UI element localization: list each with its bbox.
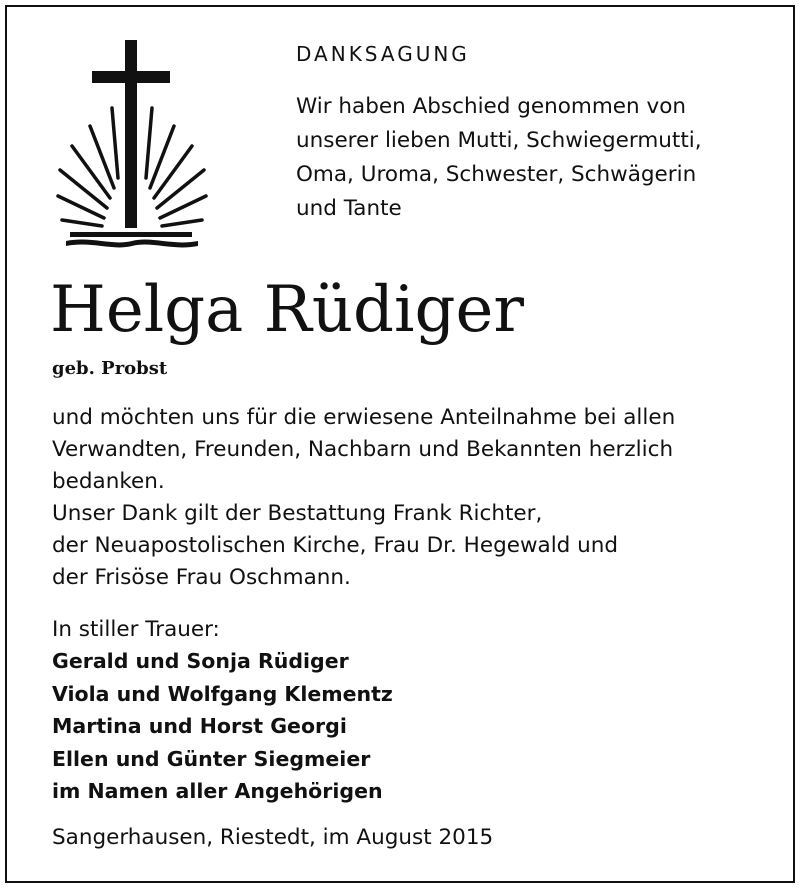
deceased-name: Helga Rüdiger <box>50 273 524 347</box>
thanks-line: Verwandten, Freunden, Nachbarn und Bekannten herzlich <box>52 437 674 462</box>
cross-with-sunrays-icon <box>52 38 212 250</box>
thanks-line: der Neuapostolischen Kirche, Frau Dr. Hegewald und <box>52 533 619 558</box>
mourners-list <box>52 645 393 808</box>
maiden-name: geb. Probst <box>52 358 168 379</box>
mourner-entry: Ellen und Günter Siegmeier <box>52 746 371 771</box>
thanks-line: bedanken. <box>52 469 165 494</box>
intro-line: Wir haben Abschied genommen von <box>296 94 686 119</box>
intro-line: und Tante <box>296 196 402 221</box>
mourner-entry: im Namen aller Angehörigen <box>52 779 383 803</box>
intro-line: unserer lieben Mutti, Schwiegermutti, <box>296 128 702 153</box>
place-and-date: Sangerhausen, Riestedt, im August 2015 <box>52 825 494 850</box>
mourning-intro: In stiller Trauer: <box>52 617 220 642</box>
thanks-line: und möchten uns für die erwiesene Anteilnahme bei allen <box>52 405 676 430</box>
thanks-line: der Frisöse Frau Oschmann. <box>52 565 351 590</box>
thanks-text <box>52 402 772 594</box>
mourner-entry: Viola und Wolfgang Klementz <box>52 681 393 706</box>
intro-line: Oma, Uroma, Schwester, Schwägerin <box>296 162 697 187</box>
thanks-line: Unser Dank gilt der Bestattung Frank Richter, <box>52 501 543 526</box>
notice-heading: DANKSAGUNG <box>296 42 470 66</box>
mourner-entry: Gerald und Sonja Rüdiger <box>52 649 349 673</box>
mourner-entry: Martina und Horst Georgi <box>52 714 347 738</box>
intro-text <box>296 90 766 226</box>
